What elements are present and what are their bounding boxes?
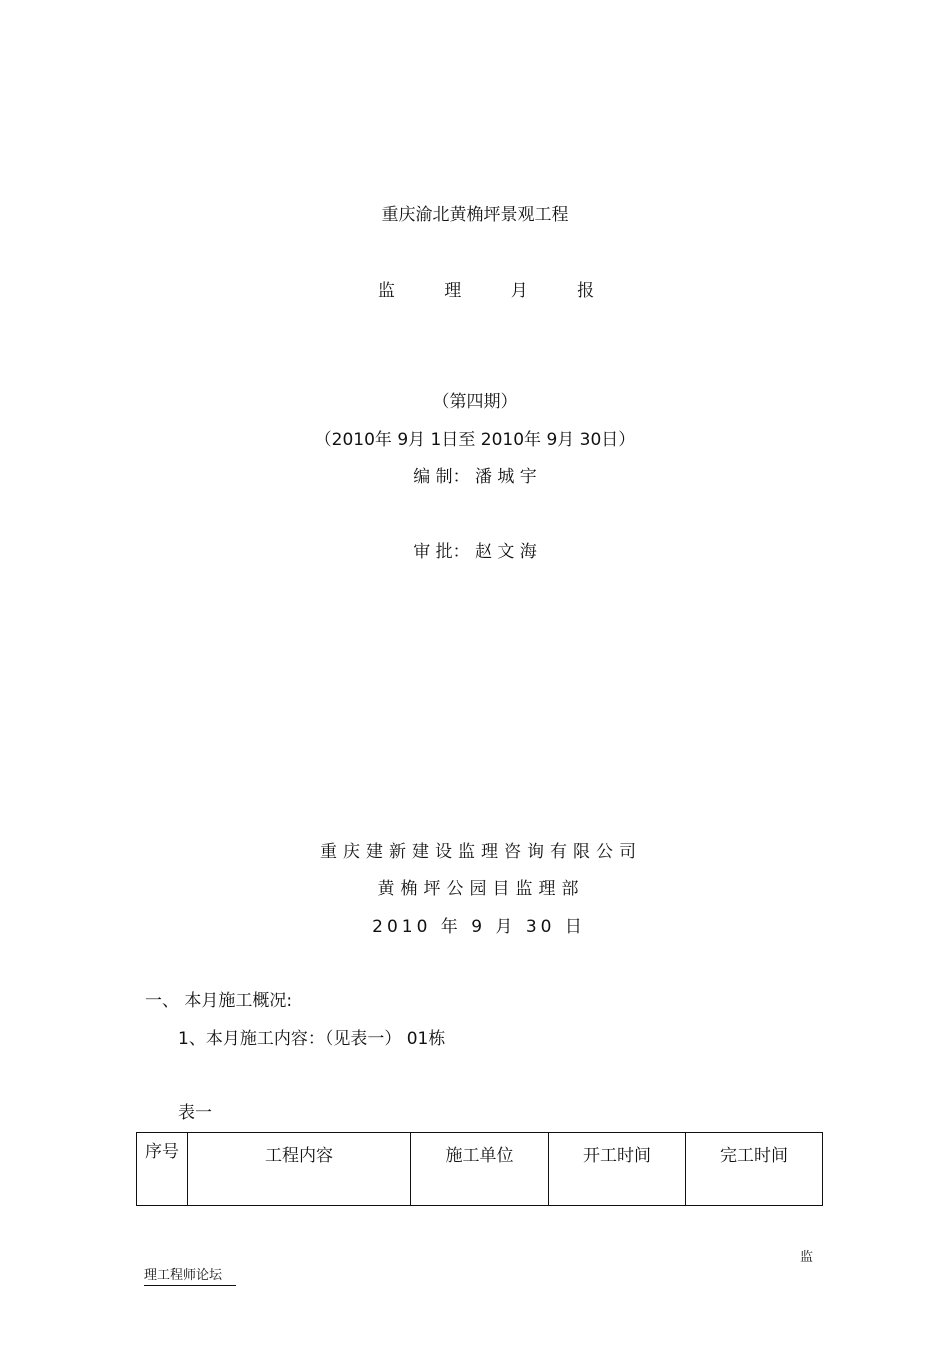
compiled-by: 编 制： 潘 城 宇 [413, 467, 537, 487]
table-header-row [137, 1133, 823, 1206]
footer-left-text: 理工程师论坛 [144, 1267, 236, 1286]
issue-number: （第四期） [432, 392, 518, 412]
table-header-start: 开工时间 [549, 1133, 686, 1206]
report-period: （2010年 9月 1日至 2010年 9月 30日） [314, 430, 636, 450]
footer-right-text: 监 [800, 1250, 814, 1265]
section-item: 1、本月施工内容：（见表一） 01栋 [178, 1029, 446, 1049]
report-date: 2010 年 9 月 30 日 [372, 917, 586, 937]
section-heading: 一、 本月施工概况: [145, 991, 293, 1011]
table-label: 表一 [178, 1103, 212, 1123]
table-header-content: 工程内容 [188, 1133, 411, 1206]
approved-by: 审 批： 赵 文 海 [413, 542, 537, 562]
table-one [136, 1132, 823, 1206]
project-title: 重庆渝北黄桷坪景观工程 [381, 205, 569, 225]
table-header-unit: 施工单位 [411, 1133, 549, 1206]
company-name: 重庆建新建设监理咨询有限公司 [320, 842, 642, 862]
table-header-end: 完工时间 [686, 1133, 823, 1206]
table-header-seq: 序号 [137, 1133, 188, 1206]
report-title: 监 理 月 报 [377, 281, 617, 301]
department-name: 黄桷坪公园目监理部 [377, 879, 585, 899]
